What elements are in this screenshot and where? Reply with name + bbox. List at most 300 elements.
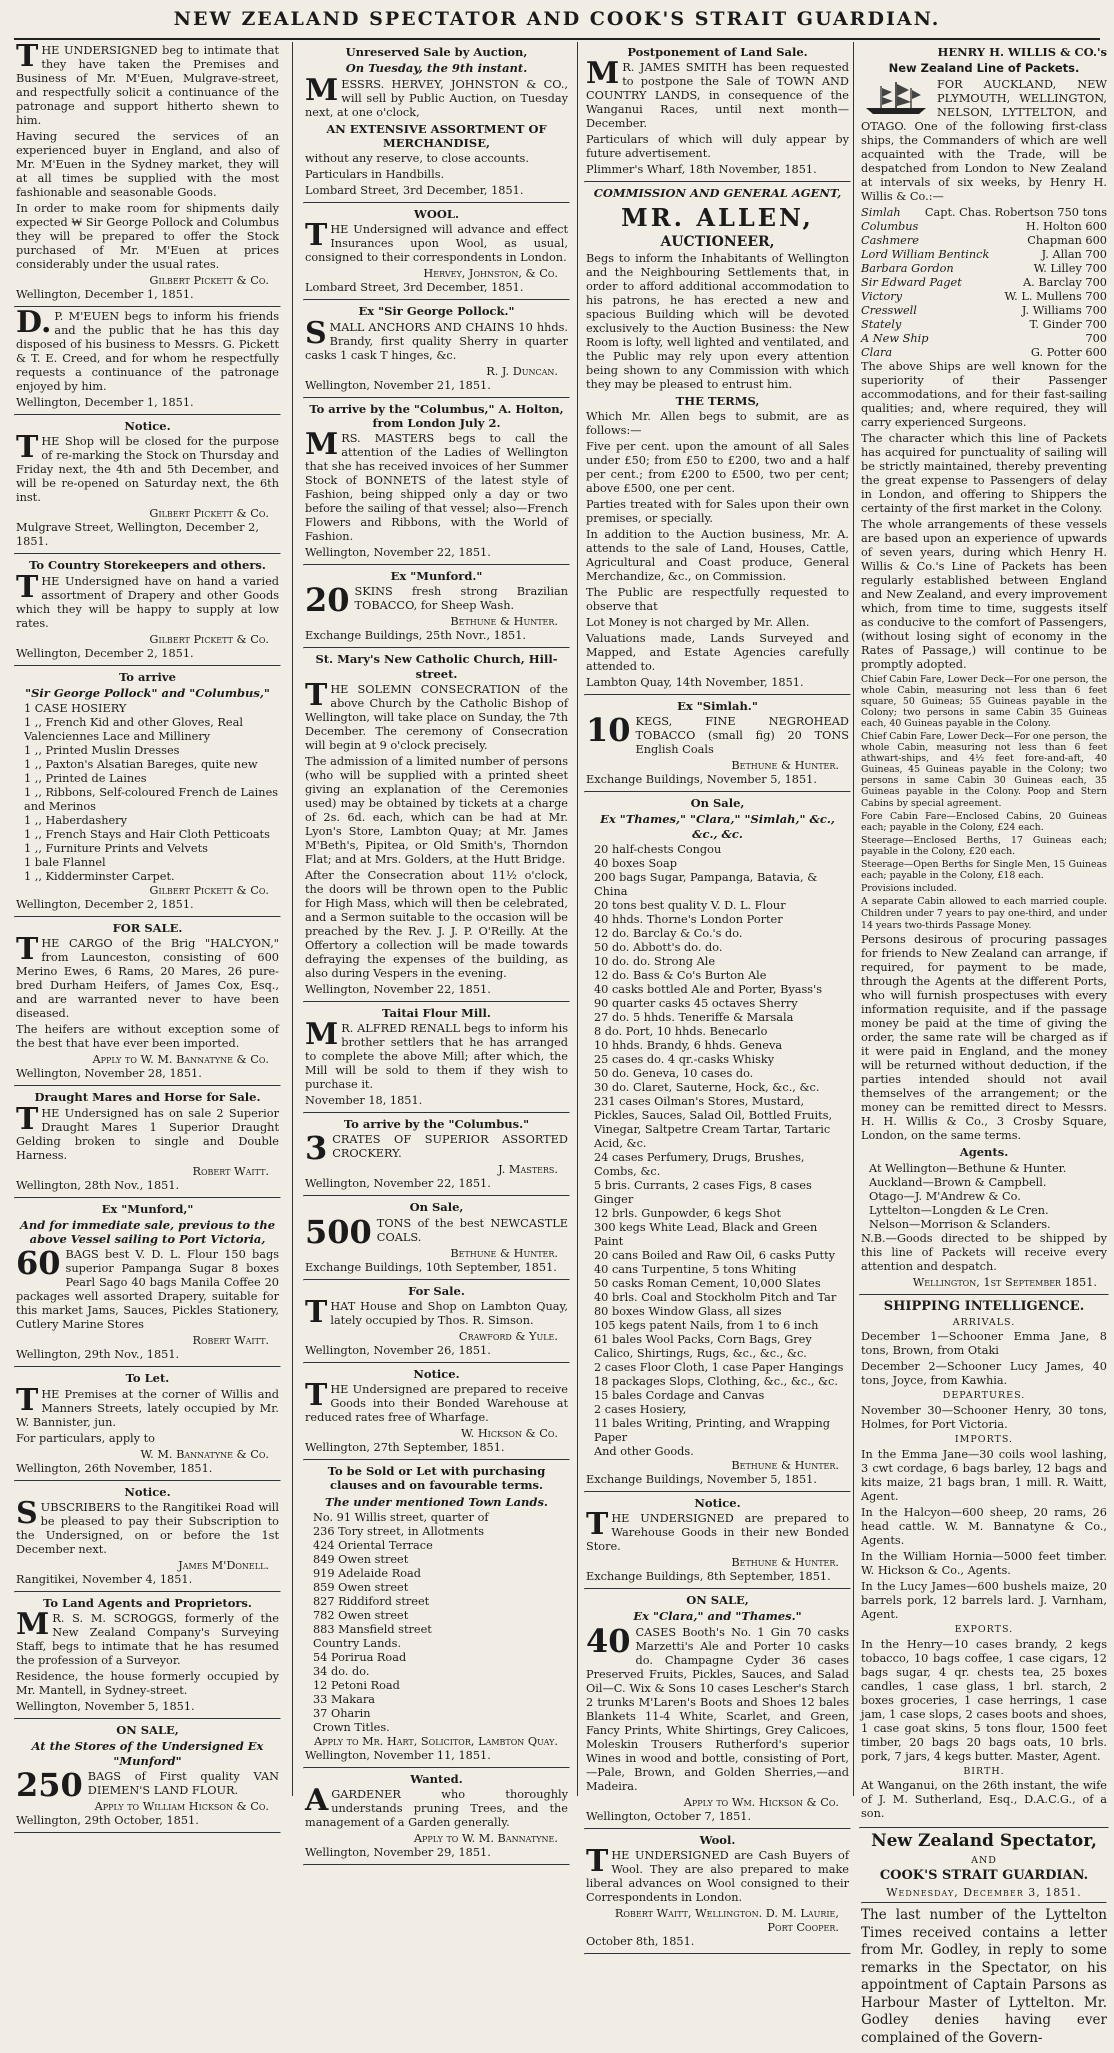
body-text: R. ALFRED RENALL begs to inform his brother settlers that he has arranged to complete the above Mill; after which, the Mill will be sold to them if they wish to purchase it. — [305, 1022, 568, 1091]
list-item: 50 casks Roman Cement, 10,000 Slates — [594, 1276, 821, 1290]
ship-name: A New Ship — [861, 331, 929, 345]
list-item: 8 do. Port, 10 hhds. Benecarlo — [594, 1024, 768, 1038]
willis-para: Persons desirous of procuring passages for friends to New Zealand can arrange, if required, for payment to be made, through the Agents at the different Ports, who will furnish prospectuses with every information requisite, and if the passage money be paid at the time of giving the order, the same rate will be charged as if it were paid in England, and the money will be returned without deduction, if the parties intended should not avail themselves of the arrangement; or the money can be remitted direct to Messrs. H. H. Willis & Co., 3 Crosby Square, London, on the same terms. — [861, 933, 1107, 1143]
ship-row — [861, 346, 1107, 360]
list-item: 105 kegs patent Nails, from 1 to 6 inch — [594, 1318, 819, 1332]
list-item: December 1—Schooner Emma Jane, 8 tons, Brown, from Otaki — [861, 1330, 1107, 1358]
list-item: 1 ,, Ribbons, Self-coloured French de Laines and Merinos — [24, 786, 279, 813]
advert-heading: Ex "Munford." — [390, 569, 483, 583]
willis-heading: HENRY H. WILLIS & CO.'s — [937, 45, 1107, 59]
ship-name: Clara — [861, 345, 893, 359]
advert-body: Having secured the services of an experienced buyer in England, and also of Mr. M'Euen in the Sydney market, they will at all times be supplied with the most fashionable and seasonable Goods. — [16, 130, 279, 199]
advert-body — [586, 56, 849, 131]
advert-date: Wellington, November 28, 1851. — [16, 1067, 202, 1081]
list-item: In the Halcyon—600 sheep, 20 rams, 26 head cattle. W. M. Bannatyne & Co., Agents. — [861, 1505, 1107, 1547]
advert-heading: On Sale, — [690, 796, 745, 811]
advert-heading: Wool. — [699, 1832, 736, 1847]
body-text: HE UNDERSIGNED are Cash Buyers of Wool. They are also prepared to make liberal advances on Wool consigned to their Correspondents in London. — [586, 1848, 849, 1904]
advert-signature: Bethune & Hunter. — [731, 759, 839, 773]
advert-heading: Taitai Flour Mill. — [382, 1005, 491, 1020]
body-text: HE SOLEMN CONSECRATION of the above Church by the Catholic Bishop of Wellington, will take place on Sunday, the 7th December. The ceremony of Consecration will begin at 9 o'clock precisely. — [305, 682, 568, 752]
exports-heading: EXPORTS. — [954, 1623, 1014, 1635]
body-text: HE Undersigned are prepared to receive Goods into their Bonded Warehouse at reduced rates free of Wharfage. — [305, 1383, 568, 1424]
departures-list — [861, 1404, 1107, 1432]
list-item: 1 ,, French Kid and other Gloves, Real Valenciennes Lace and Millinery — [24, 716, 243, 743]
advert-heading: Wanted. — [410, 1771, 463, 1786]
paper-nameplate — [859, 1829, 1109, 2053]
list-item: 12 brls. Gunpowder, 6 kegs Shot — [594, 1206, 782, 1220]
ship-name: Columbus — [861, 219, 919, 233]
advert-signature: Apply to William Hickson & Co. — [94, 1799, 269, 1813]
shipping-heading: SHIPPING INTELLIGENCE. — [883, 1298, 1085, 1314]
willis-advert — [859, 42, 1109, 1294]
ship-captain: J. Williams 700 — [1021, 303, 1107, 317]
list-item: Crown Titles. — [313, 1720, 390, 1734]
list-item: 18 packages Slops, Clothing, &c., &c., &c. — [594, 1374, 838, 1388]
advert-body: Particulars in Handbills. — [305, 168, 445, 181]
advert — [303, 1281, 570, 1362]
list-item: 919 Adelaide Road — [313, 1566, 421, 1580]
sailing-ship-icon — [861, 80, 931, 116]
willis-para: The above Ships are well known for the superiority of their Passenger accommodations, and for their fast-sailing qualities; and, where required, they will carry experienced Surgeons. — [861, 359, 1107, 429]
advert-heading: Unreserved Sale by Auction, — [345, 45, 528, 59]
list-item: 61 bales Wool Packs, Corn Bags, Grey Calico, Shirtings, Rugs, &c., &c., &c. — [594, 1332, 812, 1360]
list-item: 15 bales Cordage and Canvas — [594, 1388, 765, 1402]
list-item: 2 cases Floor Cloth, 1 case Paper Hangings — [594, 1360, 844, 1374]
list-item: 24 cases Perfumery, Drugs, Brushes, Combs, &c. — [594, 1150, 805, 1178]
large-number: 250 — [16, 1765, 83, 1804]
list-item: 20 tons best quality V. D. L. Flour — [594, 898, 786, 912]
body-text: HE Premises at the corner of Willis and Manners Streets, lately occupied by Mr. W. Bannister, jun. — [16, 1387, 279, 1429]
list-item: 231 cases Oilman's Stores, Mustard, Pickles, Sauces, Salad Oil, Bottled Fruits, Vinegar, Saltpetre Cream Tartar, Tartaric Acid, &c. — [594, 1094, 833, 1150]
advert-heading: Notice. — [124, 1484, 171, 1499]
list-item: 10 do. do. Strong Ale — [594, 954, 716, 968]
list-item: 1 ,, Printed Muslin Dresses — [24, 744, 180, 757]
advert-body — [16, 569, 279, 631]
willis-subheading: New Zealand Line of Packets. — [888, 61, 1080, 76]
paper-title-2: COOK'S STRAIT GUARDIAN. — [879, 1868, 1089, 1884]
list-item: 40 casks bottled Ale and Porter, Byass's — [594, 982, 823, 996]
list-item: 34 do. do. — [313, 1664, 370, 1678]
ship-captain: G. Potter 600 — [1030, 345, 1107, 359]
willis-para: A separate Cabin allowed to each married couple. Children under 7 years to pay one-third, and under 14 years two-thirds Passage Money. — [861, 896, 1107, 931]
column-1 — [14, 39, 281, 1827]
advert-date: Wellington, November 22, 1851. — [305, 982, 491, 996]
willis-intro: FOR AUCKLAND, NEW PLYMOUTH, WELLINGTON, NELSON, LYTTELTON, and OTAGO. One of the following first-class ships, the Commanders of which are well acquainted with the Trade, will be despatched from London to New Zealand at intervals of six weeks, by Henry H. Willis & Co.:— — [861, 77, 1107, 203]
body-text: UBSCRIBERS to the Rangitikei Road will be pleased to pay their Subscription to the Undersigned, on or before the 1st December next. — [16, 1500, 279, 1556]
advert-heading: WOOL. — [413, 207, 460, 221]
advert-heading: To Let. — [125, 1371, 170, 1386]
column-divider — [292, 42, 293, 1796]
ship-row — [861, 234, 1107, 248]
body-text: CRATES OF SUPERIOR ASSORTED CROCKERY. — [332, 1133, 568, 1161]
list-item: 11 bales Writing, Printing, and Wrapping Paper — [594, 1416, 830, 1444]
advert-subheading: On Tuesday, the 9th instant. — [345, 61, 528, 76]
advert — [303, 1364, 570, 1459]
ship-name: Simlah — [861, 205, 901, 219]
ship-row — [861, 318, 1107, 332]
list-item: 50 do. Abbott's do. do. — [594, 940, 723, 954]
list-item: In the Lucy James—600 bushels maize, 20 barrels pork, 12 barrels lard. J. Varnham, Agent. — [861, 1579, 1107, 1621]
body-text: BAGS best V. D. L. Flour 150 bags superior Pampanga Sugar 8 boxes Pearl Sago 40 bags Manila Coffee 20 packages well assorted Drapery, suitable for this market Jams, Sauces, Pickles Stationery, Cutlery Marine Stores — [16, 1248, 279, 1332]
advert-signature: James M'Donell. — [178, 1558, 269, 1572]
advert-signature: Gilbert Pickett & Co. — [149, 274, 269, 287]
advert-date: Plimmer's Wharf, 18th November, 1851. — [586, 163, 817, 177]
ship-captain: W. Lilley 700 — [1033, 261, 1107, 275]
drop-cap: T — [16, 39, 39, 74]
advert-body — [586, 1843, 849, 1905]
advert-signature: W. M. Bannatyne & Co. — [140, 1447, 269, 1461]
advert-signature: Bethune & Hunter. — [731, 1458, 839, 1472]
body-text: HE CARGO of the Brig "HALCYON," from Launceston, consisting of 600 Merino Ewes, 6 Rams, 20 Mares, 26 pure-bred Durham Heifers, of James Cox, Esq., and are warranted never to have been diseased. — [16, 937, 279, 1021]
willis-para: The whole arrangements of these vessels are based upon an experience of upwards of seven years, during which Henry H. Willis & Co.'s Line of Packets has been regularly established between England and New Zealand, and every improvement which, from time to time, suggests itself as conducive to the comfort of Passengers, (without losing sight of economy in the Rates of Passage,) will continue to be promptly adopted. — [861, 517, 1107, 671]
list-item: 12 do. Bass & Co's Burton Ale — [594, 968, 767, 982]
advert-body — [305, 218, 568, 265]
list-item: 33 Makara — [313, 1692, 375, 1706]
advert-date: Exchange Buildings, 10th September, 1851. — [305, 1260, 557, 1274]
advert-body — [16, 430, 279, 505]
advert-body — [16, 39, 279, 128]
advert — [14, 305, 281, 414]
advert-date: Wellington, 29th October, 1851. — [16, 1813, 199, 1827]
body-text: RS. MASTERS begs to call the attention of the Ladies of Wellington that she has received invoices of her Summer Stock of BONNETS of the latest style of Fashion, being shipped only a day or two before the sailing of that vessel; also—French Flowers and Ribbons, with the World of Fashion. — [305, 432, 568, 543]
ship-row — [861, 276, 1107, 290]
advert-body — [305, 1378, 568, 1425]
agents-heading: Agents. — [959, 1145, 1009, 1160]
advert-signature: Apply to Wm. Hickson & Co. — [683, 1795, 839, 1809]
list-item: No. 91 Willis street, quarter of — [313, 1510, 489, 1524]
list-item: 849 Owen street — [313, 1552, 409, 1566]
advert-body: The heifers are without exception some of the best that have ever been imported. — [16, 1023, 279, 1051]
advert-body — [16, 1244, 279, 1332]
ship-name: Cashmere — [861, 233, 919, 247]
advert-heading: To arrive by the "Columbus," A. Holton, from London July 2. — [309, 401, 564, 430]
drop-cap: T — [16, 430, 39, 466]
advert-body — [305, 1212, 568, 1251]
advert-date: Exchange Buildings, 25th Novr., 1851. — [305, 629, 526, 643]
list-item: Auckland—Brown & Campbell. — [869, 1175, 1047, 1189]
advert — [14, 1368, 281, 1479]
body-text: HE Undersigned will advance and effect Insurances upon Wool, as usual, consigned to their correspondents in London. — [305, 223, 568, 265]
advert-date: Wellington, November 11, 1851. — [305, 1748, 491, 1762]
advert-body: Parties treated with for Sales upon their own premises, or specially. — [586, 497, 849, 525]
advert-date: Wellington, November 29, 1851. — [305, 1846, 491, 1859]
list-item: 236 Tory street, in Allotments — [313, 1524, 485, 1538]
drop-cap: T — [16, 1382, 39, 1418]
advert-date: Wellington, 27th September, 1851. — [305, 1441, 505, 1454]
ship-row — [861, 248, 1107, 262]
advert-heading: St. Mary's New Catholic Church, Hill-street. — [315, 652, 558, 681]
advert-body — [16, 305, 279, 394]
advert-body — [16, 1607, 279, 1668]
advert — [14, 39, 281, 306]
advert — [303, 1461, 570, 1767]
list-item: 37 Oharin — [313, 1706, 371, 1720]
advert-body: After the Consecration about 11½ o'clock, the doors will be thrown open to the Public for High Mass, which will then be celebrated, and a Sermon suitable to the occasion will be preached by the Rev. J. J. P. O'Reilly. At the Offertory a collection will be made towards defraying the expenses of the building, as also during Vespers in the evening. — [305, 868, 568, 980]
list-item: In the Henry—10 cases brandy, 2 kegs tobacco, 10 bags coffee, 1 case cigars, 12 bags sugar, 4 qr. chests tea, 25 boxes candles, 1 case glass, 1 brl. starch, 2 boxes groceries, 1 case herrings, 1 case jam, 1 case slops, 2 cases boots and shoes, 1 case goat skins, 5 tons flour, 1500 feet timber, 20 bags 20 bags oats, 10 brls. pork, 7 jars, 4 kegs butter. Master, Agent. — [861, 1637, 1107, 1763]
advert-date: Exchange Buildings, 8th September, 1851. — [586, 1570, 831, 1584]
advert-title: MR. ALLEN, — [621, 202, 814, 232]
birth-notice: At Wanganui, on the 26th instant, the wife of J. M. Sutherland, Esq., D.A.C.G., of a son. — [861, 1779, 1107, 1821]
arrivals-list — [861, 1330, 1107, 1388]
advert-body: without any reserve, to close accounts. — [305, 152, 529, 165]
drop-cap: T — [305, 218, 328, 254]
willis-date: Wellington, 1st September 1851. — [912, 1275, 1097, 1289]
advert-body: Which Mr. Allen begs to submit, are as follows:— — [586, 409, 849, 437]
advert — [584, 1493, 851, 1588]
imports-list — [861, 1448, 1107, 1622]
body-text: ESSRS. HERVEY, JOHNSTON & CO., will sell by Public Auction, on Tuesday next, at one o'clock, — [305, 77, 568, 119]
advert-body — [586, 711, 849, 757]
advert-subheading: "Sir George Pollock" and "Columbus," — [25, 685, 270, 700]
advert-body — [305, 427, 568, 544]
list-item: 25 cases do. 4 qr.-casks Whisky — [594, 1052, 775, 1066]
large-number: 60 — [16, 1244, 61, 1283]
advert-date: Exchange Buildings, November 5, 1851. — [586, 1472, 817, 1486]
advert-signature: Gilbert Pickett & Co. — [149, 632, 269, 646]
editorial-text: The last number of the Lyttelton Times received contains a letter from Mr. Godley, in reply to some remarks in the Spectator, on his appointment of Captain Parsons as Harbour Master of Lyttelton. Mr. Godley denies having ever complained of the Govern- — [861, 1907, 1107, 2046]
masthead-rule — [14, 38, 1100, 40]
drop-cap: M — [586, 56, 620, 92]
advert-heading: To Country Storekeepers and others. — [29, 558, 266, 573]
list-item: At Wellington—Bethune & Hunter. — [869, 1161, 1067, 1175]
ship-captain: J. Allan 700 — [1041, 247, 1107, 261]
advert-body — [305, 1294, 568, 1330]
advert-heading: On Sale, — [409, 1200, 464, 1215]
advert — [584, 183, 851, 694]
advert-signature: R. J. Duncan. — [486, 364, 558, 378]
column-2 — [303, 42, 570, 1859]
body-text: Begs to inform the Inhabitants of Wellington and the Neighbouring Settlements that, in order to afford additional accommodation to his patrons, he has erected a new and spacious Building which will be devoted exclusively to the Auction Business: the New Room is lofty, well lighted and ventilated, and the Public may rely upon every attention being shown to any Commission with which they may be pleased to entrust him. — [586, 251, 849, 391]
advert-heading: FOR SALE. — [112, 921, 183, 935]
list-item: 20 cans Boiled and Raw Oil, 6 casks Putty — [594, 1248, 836, 1262]
advert — [303, 1003, 570, 1112]
list-item: 300 kegs White Lead, Black and Green Paint — [594, 1220, 818, 1248]
advert-body: In addition to the Auction business, Mr. A. attends to the sale of Land, Houses, Cattle, Agricultural and Coast produce, General Merchandize, &c., on Commission. — [586, 527, 849, 583]
advert-body — [305, 1129, 568, 1168]
drop-cap: T — [586, 1507, 609, 1543]
advert-body — [16, 1382, 279, 1430]
list-item: 1 ,, Haberdashery — [24, 814, 127, 827]
body-text: SKINS fresh strong Brazilian TOBACCO, for Sheep Wash. — [354, 585, 568, 613]
advert-heading: Notice. — [124, 419, 171, 433]
list-item: 20 half-chests Congou — [594, 842, 722, 856]
advert — [14, 1087, 281, 1196]
advert-date: Wellington, November 22, 1851. — [305, 1177, 491, 1191]
exports-list — [861, 1638, 1107, 1764]
column-3 — [584, 42, 851, 1948]
advert — [584, 1590, 851, 1828]
advert-heading: To be Sold or Let with purchasing clauses and on favourable terms. — [327, 1464, 546, 1493]
advert — [14, 555, 281, 664]
ship-row — [861, 206, 1107, 220]
advert-date: Wellington, 26th November, 1851. — [16, 1461, 213, 1475]
advert-heading: Ex "Simlah." — [677, 698, 758, 713]
ship-name: Lord William Bentinck — [861, 247, 990, 261]
advert-body — [16, 1101, 279, 1163]
advert-signature: Bethune & Hunter. — [450, 615, 558, 629]
advert — [14, 1199, 281, 1367]
list-item: 40 boxes Soap — [594, 856, 677, 870]
ship-captain: T. Ginder 700 — [1029, 317, 1107, 331]
list-item: And other Goods. — [594, 1444, 694, 1458]
advert-subheading: And for immediate sale, previous to the above Vessel sailing to Port Victoria, — [19, 1217, 276, 1246]
advert-body — [305, 581, 568, 620]
drop-cap: S — [16, 1495, 38, 1531]
list-item: 1 CASE HOSIERY — [24, 702, 127, 715]
list-item: 2 cases Hosiery, — [594, 1402, 687, 1416]
ship-name: Stately — [861, 317, 902, 331]
advert-subheading: Ex "Thames," "Clara," "Simlah," &c., &c., &c. — [600, 812, 835, 841]
advert-heading: To arrive by the "Columbus." — [343, 1117, 530, 1131]
advert-signature: Apply to W. M. Bannatyne & Co. — [92, 1053, 269, 1067]
advert — [303, 399, 570, 565]
drop-cap: T — [305, 1294, 328, 1330]
list-item: 40 cans Turpentine, 5 tons Whiting — [594, 1262, 797, 1276]
advert-subheading: The under mentioned Town Lands. — [325, 1494, 548, 1509]
advert-heading: Ex "Sir George Pollock." — [358, 304, 515, 319]
advert-date: Wellington, December 1, 1851. — [16, 288, 194, 301]
advert — [303, 1197, 570, 1278]
advert — [303, 1769, 570, 1864]
body-text: P. M'EUEN begs to inform his friends and the public that he has this day disposed of his business to Messrs. G. Pickett & T. E. Creed, and for whom he respectfully requests a continuance of the patronage enjoyed by him. — [16, 310, 279, 393]
masthead: NEW ZEALAND SPECTATOR AND COOK'S STRAIT GUARDIAN. — [173, 8, 941, 30]
drop-cap: S — [305, 315, 327, 351]
advert-heading: To arrive — [119, 669, 176, 684]
list-item: 27 do. 5 hhds. Teneriffe & Marsala — [594, 1010, 794, 1024]
advert — [14, 667, 281, 917]
advert-signature: Crawford & Yule. — [458, 1329, 558, 1343]
body-text: GARDENER who thoroughly understands pruning Trees, and the management of a Garden generally. — [305, 1788, 568, 1829]
advert — [14, 918, 281, 1085]
large-number: 3 — [305, 1129, 328, 1168]
drop-cap: M — [16, 1607, 50, 1642]
willis-para: The character which this line of Packets has acquired for punctuality of sailing will be strictly maintained, thereby preventing the great expense to Passengers of delay in London, and offering to Shippers the certainty of the first market in the Colony. — [861, 431, 1107, 515]
advert-subheading: COMMISSION AND GENERAL AGENT, — [593, 186, 842, 201]
advert-rule — [584, 1953, 851, 1955]
advert-body — [586, 1621, 849, 1794]
body-text: TONS of the best NEWCASTLE COALS. — [376, 1216, 568, 1244]
paper-title: New Zealand Spectator, — [871, 1831, 1097, 1852]
advert-signature: J. Masters. — [498, 1163, 558, 1177]
advert-body — [305, 1783, 568, 1830]
body-text: HE Shop will be closed for the purpose of re-marking the Stock on Thursday and Friday next, the 4th and 5th December, and will be re-opened on Saturday next, the 6th inst. — [16, 435, 279, 505]
list-item: 1 ,, Printed de Laines — [24, 772, 147, 785]
advert — [303, 42, 570, 202]
ship-name: Sir Edward Paget — [861, 275, 962, 289]
list-item: Nelson—Morrison & Sclanders. — [869, 1217, 1051, 1231]
advert-gothic-title: AUCTIONEER, — [660, 234, 775, 251]
list-item: 40 hhds. Thorne's London Porter — [594, 912, 783, 926]
advert-date: Wellington, November 5, 1851. — [16, 1700, 195, 1713]
drop-cap: T — [586, 1843, 609, 1879]
list-item: 200 bags Sugar, Pampanga, Batavia, & China — [594, 870, 818, 898]
advert-heading: Postponement of Land Sale. — [627, 45, 808, 59]
birth-heading: BIRTH. — [963, 1765, 1005, 1777]
list-item: 1 ,, Paxton's Alsatian Bareges, quite new — [24, 758, 258, 771]
list-item: Lyttelton—Longden & Le Cren. — [869, 1203, 1049, 1217]
advert-body — [16, 1495, 279, 1557]
drop-cap: M — [305, 1017, 339, 1052]
list-item: 1 bale Flannel — [24, 856, 106, 869]
advert-date: October 8th, 1851. — [586, 1934, 695, 1948]
large-number: 10 — [586, 711, 631, 750]
paper-and: AND — [971, 1854, 997, 1866]
list-item: 40 brls. Coal and Stockholm Pitch and Tar — [594, 1290, 837, 1304]
advert-body — [586, 252, 849, 392]
advert-signature: Robert Waitt. — [192, 1334, 269, 1348]
ship-list — [861, 206, 1107, 360]
list-item: November 30—Schooner Henry, 30 tons, Holmes, for Port Victoria. — [861, 1404, 1107, 1432]
body-text: HE UNDERSIGNED are prepared to Warehouse Goods in their new Bonded Store. — [586, 1512, 849, 1554]
advert-date: Wellington, November 21, 1851. — [305, 378, 491, 392]
drop-cap: M — [305, 72, 339, 108]
advert-subheading: At the Stores of the Undersigned Ex "Munford" — [31, 1739, 264, 1768]
list-item: Steerage—Enclosed Berths, 17 Guineas each; payable in the Colony, £20 each. — [861, 834, 1107, 857]
advert-body — [16, 1765, 279, 1804]
advert-date: Wellington, November 22, 1851. — [305, 546, 491, 559]
advert-heading: To Land Agents and Proprietors. — [43, 1595, 252, 1610]
advert — [14, 1593, 281, 1718]
body-text: MALL ANCHORS AND CHAINS 10 hhds. Brandy, first quality Sherry in quarter casks 1 cask T hinges, &c. — [305, 320, 568, 362]
advert-date: Lombard Street, 3rd December, 1851. — [305, 281, 524, 295]
list-item: Steerage—Open Berths for Single Men, 15 Guineas each; payable in the Colony, £18 each. — [861, 859, 1107, 882]
advert-date: Exchange Buildings, November 5, 1851. — [586, 773, 817, 787]
advert-heading: ON SALE, — [116, 1723, 179, 1737]
departures-heading: DEPARTURES. — [942, 1390, 1026, 1402]
advert-heading: Ex "Munford," — [101, 1201, 194, 1216]
advert — [303, 301, 570, 396]
large-number: 20 — [305, 581, 350, 620]
advert-date: Lombard Street, 3rd December, 1851. — [305, 184, 524, 197]
advert-signature: Robert Waitt. — [192, 1164, 269, 1178]
body-text: HAT House and Shop on Lambton Quay, lately occupied by Thos. R. Simson. — [330, 1299, 568, 1327]
ship-captain: H. Holton 600 — [1025, 219, 1107, 233]
advert — [14, 1720, 281, 1832]
ship-captain: Chapman 600 — [1027, 233, 1107, 247]
body-text: HE Undersigned have on hand a varied assortment of Drapery and other Goods which they will be happy to supply at low rates. — [16, 574, 279, 630]
list-item: Chief Cabin Fare, Lower Deck—For one person, the whole Cabin, measuring not less than 6 feet athwart-ships, and 4½ feet fore-and-aft, 40 Guineas, 45 Guineas payable in the Colony; two persons in same Cabin 30 Guineas each, 35 Guineas payable in the Colony. Poop and Stern Cabins by special agreement. — [861, 730, 1107, 809]
advert-date: Rangitikei, November 4, 1851. — [16, 1572, 193, 1586]
advert — [303, 1114, 570, 1195]
advert-body — [586, 1507, 849, 1554]
ship-row — [861, 332, 1107, 346]
list-item: 54 Porirua Road — [313, 1650, 407, 1664]
list-item: 1 ,, French Stays and Hair Cloth Petticoats — [24, 828, 270, 841]
imports-heading: IMPORTS. — [954, 1434, 1014, 1446]
shipping-intelligence — [859, 1296, 1109, 1828]
advert-signature: Apply to Mr. Hart, Solicitor, Lambton Quay. — [314, 1734, 558, 1748]
list-item: 12 do. Barclay & Co.'s do. — [594, 926, 743, 940]
advert-signature: Gilbert Pickett & Co. — [149, 884, 269, 897]
list-item: 12 Petoni Road — [313, 1678, 400, 1692]
advert-date: Wellington, 29th Nov., 1851. — [16, 1348, 180, 1362]
column-divider — [853, 42, 854, 1796]
body-text: R. S. M. SCROGGS, formerly of the New Zealand Company's Surveying Staff, begs to intimate that he has resumed the profession of a Surveyor. — [16, 1612, 279, 1667]
column-divider — [577, 42, 578, 1796]
willis-nb: N.B.—Goods directed to be shipped by this line of Packets will receive every attention and despatch. — [861, 1231, 1107, 1273]
advert-body — [305, 677, 568, 753]
advert-date: Wellington, 28th Nov., 1851. — [16, 1178, 180, 1192]
list-item: 5 bris. Currants, 2 cases Figs, 8 cases Ginger — [594, 1178, 812, 1206]
advert-body: Lot Money is not charged by Mr. Allen. — [586, 615, 810, 629]
advert-date: Wellington, December 2, 1851. — [16, 898, 194, 911]
drop-cap: T — [305, 1378, 328, 1413]
large-number: 500 — [305, 1212, 372, 1251]
ship-captain: Capt. Chas. Robertson 750 tons — [924, 205, 1107, 219]
ship-row — [861, 290, 1107, 304]
body-text: R. JAMES SMITH has been requested to postpone the Sale of TOWN AND COUNTRY LANDS, in consequence of the Wanganui Races, until next month—December. — [586, 61, 849, 131]
